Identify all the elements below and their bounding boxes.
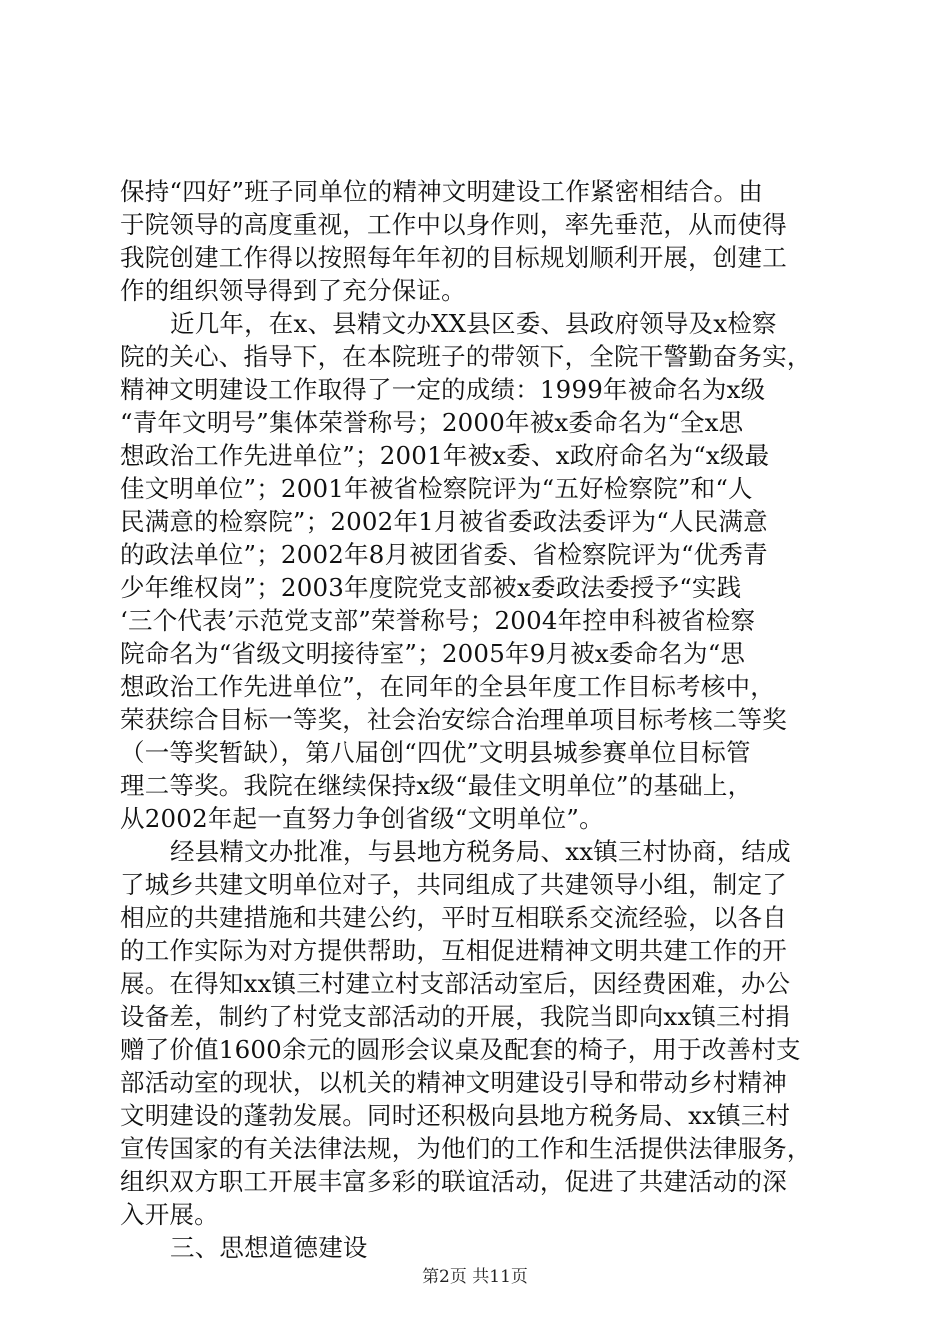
- paragraph-line: 想政治工作先进单位”；2001年被x委、x政府命名为“x级最: [120, 441, 770, 470]
- paragraph-line: 入开展。: [120, 1200, 219, 1229]
- section-heading: 三、思想道德建设: [170, 1233, 368, 1262]
- paragraph-line: 宣传国家的有关法律法规，为他们的工作和生活提供法律服务，: [120, 1134, 812, 1163]
- paragraph-line: “青年文明号”集体荣誉称号；2000年被x委命名为“全x思: [120, 408, 744, 437]
- paragraph-line: 作的组织领导得到了充分保证。: [120, 276, 466, 305]
- paragraph-line: 从2002年起一直努力争创省级“文明单位”。: [120, 804, 604, 833]
- paragraph-line: 的政法单位”；2002年8月被团省委、省检察院评为“优秀青: [120, 540, 768, 569]
- paragraph-line: 的工作实际为对方提供帮助，互相促进精神文明共建工作的开: [120, 936, 787, 965]
- paragraph-line: 了城乡共建文明单位对子，共同组成了共建领导小组，制定了: [120, 870, 787, 899]
- paragraph-line: 民满意的检察院”；2002年1月被省委政法委评为“人民满意: [120, 507, 768, 536]
- paragraph-line: 设备差，制约了村党支部活动的开展，我院当即向xx镇三村捐: [120, 1002, 791, 1031]
- paragraph-line: 院的关心、指导下，在本院班子的带领下，全院干警勤奋务实，: [120, 342, 812, 371]
- paragraph-line: 部活动室的现状，以机关的精神文明建设引导和带动乡村精神: [120, 1068, 787, 1097]
- paragraph-line: 佳文明单位”；2001年被省检察院评为“五好检察院”和“人: [120, 474, 753, 503]
- paragraph-line: 展。在得知xx镇三村建立村支部活动室后，因经费困难，办公: [120, 969, 791, 998]
- paragraph-line: 我院创建工作得以按照每年年初的目标规划顺利开展，创建工: [120, 243, 787, 272]
- paragraph-line: 文明建设的蓬勃发展。同时还积极向县地方税务局、xx镇三村: [120, 1101, 791, 1130]
- paragraph-line: 相应的共建措施和共建公约，平时互相联系交流经验，以各自: [120, 903, 787, 932]
- paragraph-line: 赠了价值1600余元的圆形会议桌及配套的椅子，用于改善村支: [120, 1035, 801, 1064]
- paragraph-line: 少年维权岗”；2003年度院党支部被x委政法委授予“实践: [120, 573, 742, 602]
- page-number-footer: 第2页 共11页: [422, 1267, 528, 1287]
- paragraph-line: 经县精文办批准，与县地方税务局、xx镇三村协商，结成: [170, 837, 791, 866]
- paragraph-line: ‘三个代表’示范党支部”荣誉称号；2004年控申科被省检察: [120, 606, 756, 635]
- paragraph-line: 近几年，在x、县精文办XX县区委、县政府领导及x检察: [170, 309, 777, 338]
- paragraph-line: 精神文明建设工作取得了一定的成绩：1999年被命名为x级: [120, 375, 766, 404]
- paragraph-line: 理二等奖。我院在继续保持x级“最佳文明单位”的基础上，: [120, 771, 753, 800]
- paragraph-line: （一等奖暂缺），第八届创“四优”文明县城参赛单位目标管: [120, 738, 751, 767]
- paragraph-line: 想政治工作先进单位”，在同年的全县年度工作目标考核中，: [120, 672, 775, 701]
- paragraph-line: 于院领导的高度重视，工作中以身作则，率先垂范，从而使得: [120, 210, 787, 239]
- paragraph-line: 组织双方职工开展丰富多彩的联谊活动，促进了共建活动的深: [120, 1167, 787, 1196]
- paragraph-line: 荣获综合目标一等奖，社会治安综合治理单项目标考核二等奖: [120, 705, 787, 734]
- paragraph-line: 保持“四好”班子同单位的精神文明建设工作紧密相结合。由: [120, 177, 763, 206]
- paragraph-line: 院命名为“省级文明接待室”；2005年9月被x委命名为“思: [120, 639, 746, 668]
